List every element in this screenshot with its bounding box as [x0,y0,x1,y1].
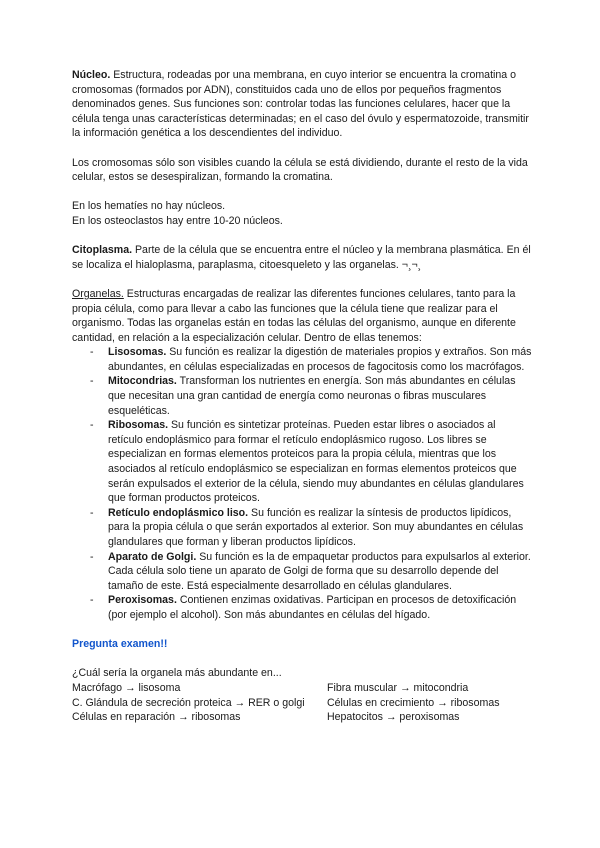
organelas-text: Estructuras encargadas de realizar las diferentes funciones celulares, tanto para la propia célula, como para llevar a cabo las funciones que la célula tiene que realizar para el organismo. Todas las organelas están en todas las células del organismo, aunque en diferente cantidad, en relación a la especialización celular. Dentro de ellas tenemos: [72,287,516,344]
organelle-description: Su función es sintetizar proteínas. Pueden estar libres o asociados al retículo endoplásmico para formar el retículo endoplásmico rugoso. Los libres se especializan en formas elementos proteicos para la propia célula, mientras que los asociados al retículo endoplásmico se especializan en formas elementos proteicos que serán expulsados el exterior de la célula, siendo muy abundantes en células glandulares que forman productos proteicos. [108,419,524,505]
organelle-description: Contienen enzimas oxidativas. Participan en procesos de detoxificación (por ejemplo el alcohol). Son más abundantes en células del hígado. [108,594,517,621]
citoplasma-title: Citoplasma. [72,244,133,257]
bullet-dash: - [90,375,94,388]
exam-answer: Hepatocitos → peroxisomas [327,711,460,724]
organelle-description: Su función es la de empaquetar productos para expulsarlos al exterior. Cada célula solo tiene un aparato de Golgi de forma que su desarrollo depende del tamaño de este. Está especialmente desarrollado en células glandulares. [108,550,531,592]
list-item [72,506,532,550]
exam-question: ¿Cuál sería la organela más abundante en... [72,667,282,680]
organelle-name: Retículo endoplásmico liso. [108,506,249,519]
organelas-title: Organelas. [72,287,124,300]
bullet-dash: - [90,550,94,563]
bullet-dash: - [90,419,94,432]
organelle-description: Su función es realizar la síntesis de productos lipídicos, para la propia célula o que serán exportados al exterior. Son muy abundantes en células glandulares que forman y liberan productos lipídicos. [108,506,524,548]
exam-answer: Macrófago → lisosoma [72,681,181,694]
organelle-name: Lisosomas. [108,346,167,359]
document-page [72,68,532,725]
citoplasma-text: Parte de la célula que se encuentra entre el núcleo y la membrana plasmática. En él se localiza el hialoplasma, paraplasma, citoesqueleto y las organelas. ¬¸¬¸ [72,244,531,271]
osteoclastos-line: En los osteoclastos hay entre 10-20 núcleos. [72,214,283,227]
nucleo-text: Estructura, rodeadas por una membrana, en cuyo interior se encuentra la cromatina o cromosomas (formados por ADN), constituidos cada uno de ellos por pequeños fragmentos denominados genes. Sus funciones son: controlar todas las funciones celulares, hacer que la célula tenga unas características determinadas; en el caso del óvulo y espermatozoide, transmitir la información genética a los descendientes del individuo. [72,69,529,140]
organelle-description: Su función es realizar la digestión de materiales propios y extraños. Son más abundantes, en células especializadas en procesos de fagocitosis como los macrófagos. [108,346,532,373]
nucleo-title: Núcleo. [72,69,111,81]
organelas-paragraph [72,287,532,345]
cromosomas-paragraph: Los cromosomas sólo son visibles cuando la célula se está dividiendo, durante el resto de la vida celular, estos se desespiralizan, formando la cromatina. [72,156,528,184]
citoplasma-paragraph [72,243,532,272]
organelle-name: Mitocondrias. [108,375,177,388]
bullet-dash: - [90,506,94,519]
list-item [72,593,532,622]
list-item [72,418,532,506]
bullet-dash: - [90,594,94,607]
nucleo-paragraph [72,68,532,141]
list-item [72,550,532,594]
exam-answer: C. Glándula de secreción proteica → RER o golgi [72,696,305,709]
bullet-dash: - [90,346,94,359]
list-item [72,345,532,374]
organelle-description: Transforman los nutrientes en energía. Son más abundantes en células que necesitan una gran cantidad de energía como neuronas o fibras musculares esqueléticas. [108,375,516,417]
hematies-line: En los hematíes no hay núcleos. [72,200,226,213]
organelle-list [72,345,532,622]
exam-answer-grid [72,681,532,725]
organelle-name: Ribosomas. [108,419,169,432]
exam-answer: Células en crecimiento → ribosomas [327,696,500,709]
organelle-name: Aparato de Golgi. [108,550,197,563]
organelle-name: Peroxisomas. [108,594,177,607]
list-item [72,374,532,418]
exam-heading: Pregunta examen!! [72,638,168,651]
exam-answer: Células en reparación → ribosomas [72,711,241,724]
exam-answer: Fibra muscular → mitocondria [327,681,469,694]
